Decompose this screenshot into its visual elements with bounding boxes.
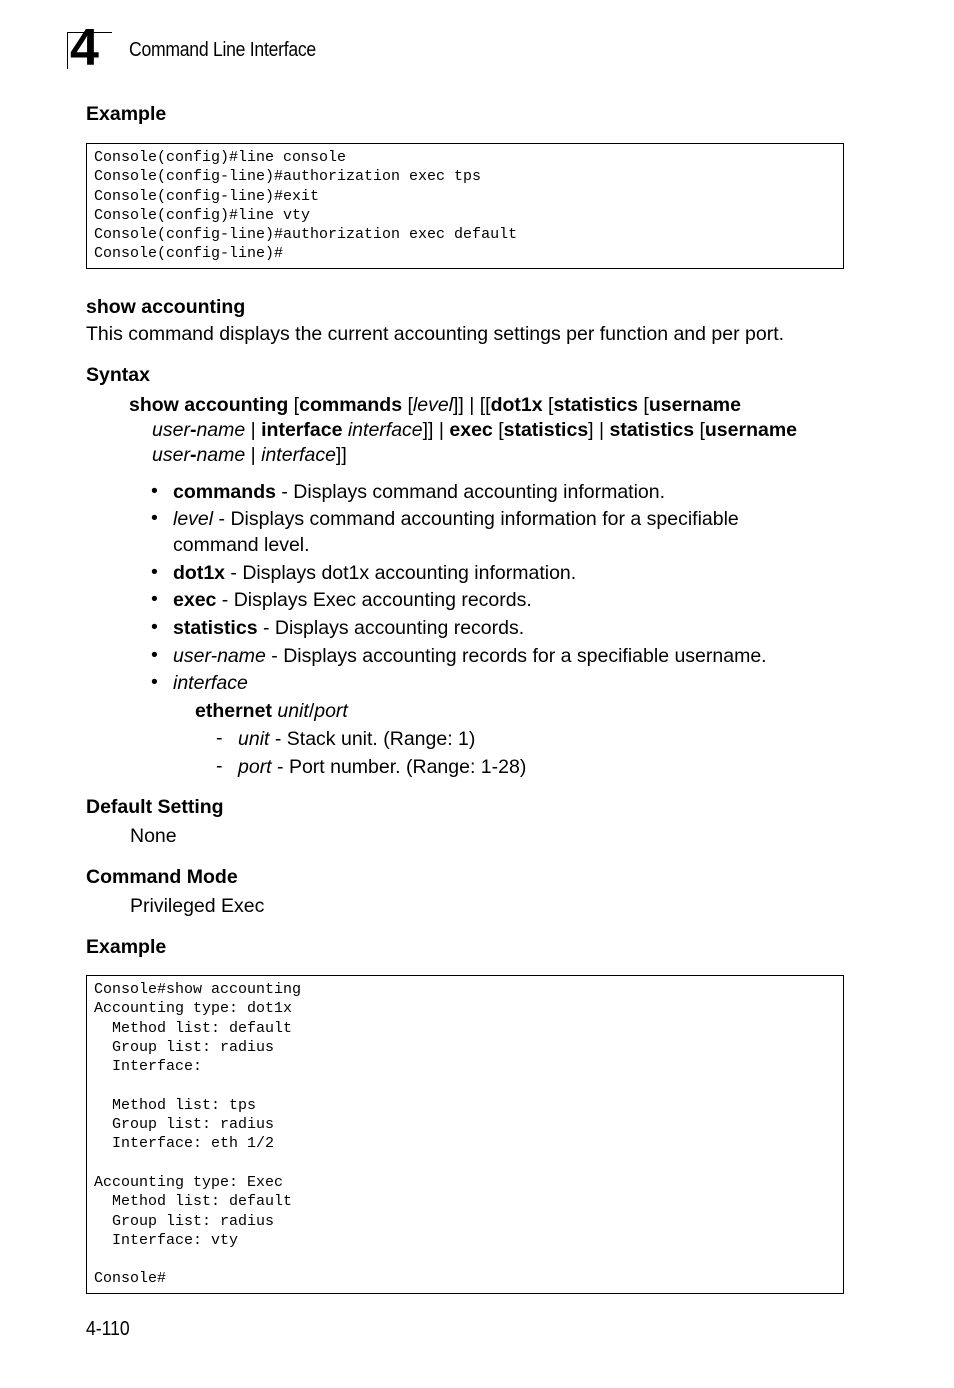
- parameter-description-continued: command level.: [173, 534, 310, 556]
- code-line: Console(config-line)#authorization exec default: [94, 226, 518, 244]
- parameter-item: [173, 671, 248, 696]
- code-line: Console(config)#line console: [94, 149, 347, 166]
- dash-icon: -: [216, 727, 223, 749]
- syntax-token: statistics: [503, 419, 589, 441]
- code-block-example-1: [86, 143, 844, 269]
- syntax-token: ]]: [335, 444, 347, 466]
- bullet-icon: •: [151, 671, 158, 693]
- sub-term: port: [238, 756, 272, 778]
- parameter-description: - Displays accounting records.: [257, 617, 525, 639]
- parameter-description: - Displays accounting records for a specifiable username.: [265, 645, 767, 667]
- code-line: Method list: default: [94, 1019, 293, 1037]
- parameter-item: [173, 561, 576, 586]
- parameter-term: interface: [173, 672, 248, 694]
- bullet-icon: •: [151, 616, 158, 638]
- code-line: Console(config-line)#: [94, 245, 284, 263]
- syntax-token: user: [152, 419, 190, 441]
- code-line: Console#: [94, 1270, 167, 1288]
- syntax-token: interface: [261, 444, 336, 466]
- code-line: Console#show accounting: [94, 981, 302, 998]
- code-block-example-2: [86, 975, 844, 1294]
- page-number: 4-110: [86, 1318, 130, 1340]
- code-line: Group list: radius: [94, 1038, 275, 1056]
- default-setting-value: None: [130, 825, 177, 847]
- example-heading-1: Example: [86, 103, 167, 125]
- syntax-token: ]] |: [422, 419, 450, 441]
- ethernet-arg-sep: /: [308, 700, 315, 722]
- parameter-item: [173, 480, 665, 505]
- syntax-token: ] |: [588, 419, 610, 441]
- code-line: Accounting type: Exec: [94, 1173, 284, 1191]
- syntax-token: username: [704, 419, 798, 441]
- bullet-icon: •: [151, 480, 158, 502]
- code-line: [94, 1154, 843, 1173]
- default-setting-heading: Default Setting: [86, 796, 224, 818]
- syntax-token: |: [245, 419, 262, 441]
- parameter-description: - Displays command accounting information for a specifiable: [213, 508, 739, 530]
- dash-icon: -: [216, 755, 223, 777]
- code-line: Accounting type: dot1x: [94, 1000, 293, 1018]
- code-line: Group list: radius: [94, 1116, 275, 1134]
- code-line: Method list: tps: [94, 1096, 257, 1114]
- syntax-token: exec: [449, 419, 493, 441]
- parameter-description: - Displays dot1x accounting information.: [225, 562, 577, 584]
- syntax-token: interface: [347, 419, 423, 441]
- parameter-item: [173, 616, 524, 641]
- syntax-line-1: [129, 393, 741, 418]
- code-line: Console(config-line)#exit: [94, 187, 320, 205]
- syntax-heading: Syntax: [86, 364, 150, 386]
- syntax-token: commands: [299, 394, 403, 416]
- code-line: Interface: eth 1/2: [94, 1135, 275, 1153]
- bullet-icon: •: [151, 507, 158, 529]
- command-mode-value: Privileged Exec: [130, 895, 265, 917]
- parameter-item: [173, 588, 532, 613]
- code-line: Console(config)#line vty: [94, 206, 311, 224]
- syntax-token: [: [402, 394, 413, 416]
- section-title: show accounting: [86, 296, 246, 318]
- code-line: Interface:: [94, 1058, 203, 1076]
- bullet-icon: •: [151, 644, 158, 666]
- parameter-item: [173, 644, 767, 669]
- syntax-token: -: [189, 444, 197, 466]
- syntax-token: user: [152, 444, 190, 466]
- parameter-term: exec: [173, 589, 217, 611]
- syntax-line-2: [152, 418, 797, 443]
- parameter-term: commands: [173, 481, 276, 503]
- parameter-description: - Displays command accounting information.: [275, 481, 666, 503]
- ethernet-keyword: ethernet: [195, 700, 272, 722]
- example-heading-2: Example: [86, 936, 167, 958]
- bullet-icon: •: [151, 561, 158, 583]
- ethernet-arg-port: port: [314, 700, 348, 722]
- command-mode-heading: Command Mode: [86, 866, 238, 888]
- ethernet-arg-unit: unit: [277, 700, 309, 722]
- syntax-token: name: [196, 444, 246, 466]
- syntax-token: [: [694, 419, 705, 441]
- header-title: Command Line Interface: [129, 39, 316, 61]
- code-line: Group list: radius: [94, 1212, 275, 1230]
- parameter-term: dot1x: [173, 562, 226, 584]
- syntax-token: [: [542, 394, 554, 416]
- syntax-token: show accounting: [129, 394, 289, 416]
- syntax-token: level: [412, 394, 454, 416]
- syntax-token: [: [492, 419, 504, 441]
- syntax-token: interface: [261, 419, 343, 441]
- interface-sub-item: [238, 755, 526, 780]
- syntax-token: |: [245, 444, 262, 466]
- syntax-token: -: [189, 419, 197, 441]
- syntax-token: [: [288, 394, 300, 416]
- parameter-description: - Displays Exec accounting records.: [216, 589, 532, 611]
- syntax-token: statistics: [609, 419, 695, 441]
- code-line: Method list: default: [94, 1193, 293, 1211]
- syntax-token: username: [648, 394, 741, 416]
- ethernet-syntax: [195, 699, 348, 724]
- code-line: [94, 1250, 843, 1269]
- bullet-icon: •: [151, 588, 158, 610]
- parameter-term: level: [173, 508, 214, 530]
- syntax-token: statistics: [553, 394, 638, 416]
- parameter-term: user-name: [173, 645, 266, 667]
- syntax-token: [: [638, 394, 649, 416]
- syntax-token: dot1x: [490, 394, 543, 416]
- sub-description: - Stack unit. (Range: 1): [269, 728, 476, 750]
- sub-term: unit: [238, 728, 270, 750]
- parameter-item: [173, 507, 739, 532]
- chapter-number: 4: [70, 19, 99, 77]
- syntax-token: name: [196, 419, 246, 441]
- sub-description: - Port number. (Range: 1-28): [271, 756, 527, 778]
- code-line: [94, 1076, 843, 1095]
- code-line: Console(config-line)#authorization exec tps: [94, 168, 482, 186]
- syntax-token: ]] | [[: [453, 394, 491, 416]
- code-line: Interface: vty: [94, 1231, 239, 1249]
- syntax-line-3: [152, 443, 347, 468]
- section-description: This command displays the current accounting settings per function and per port.: [86, 323, 785, 345]
- parameter-term: statistics: [173, 617, 258, 639]
- interface-sub-item: [238, 727, 475, 752]
